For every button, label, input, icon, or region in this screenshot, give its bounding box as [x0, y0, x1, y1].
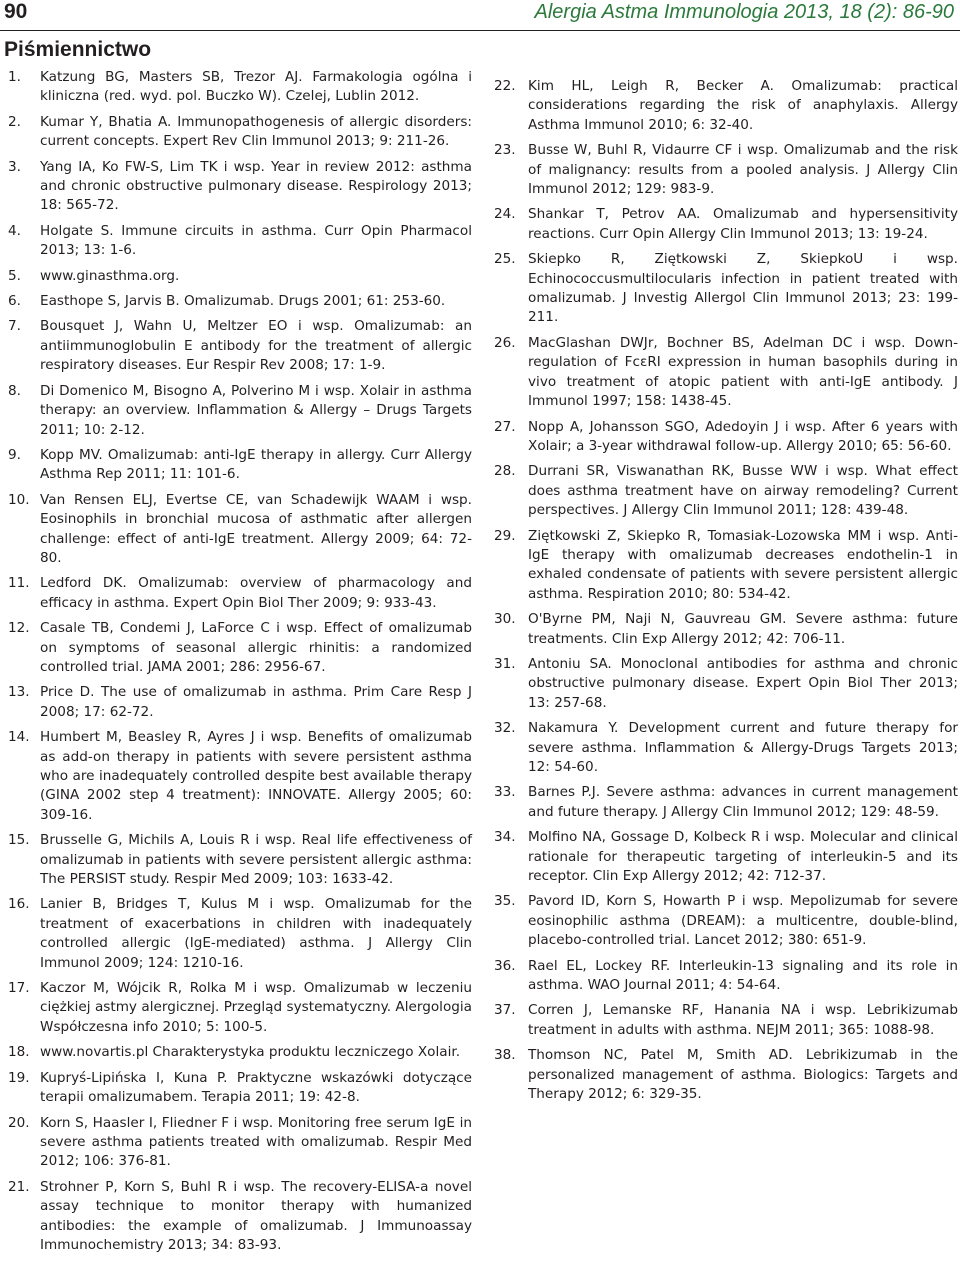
reference-item [4, 1114, 472, 1172]
reference-item [492, 527, 958, 605]
reference-text: www.ginasthma.org. [40, 267, 180, 284]
reference-item [492, 462, 958, 520]
reference-number: 4. [8, 222, 21, 239]
reference-number: 14. [8, 729, 30, 746]
reference-item [492, 418, 958, 457]
reference-number: 32. [494, 720, 516, 737]
reference-text: Strohner P, Korn S, Buhl R i wsp. The recovery-ELISA-a novel assay technique to monitor therapy with humanized antibodies: the example of omalizumab. J Immunoassay Immunochemistry 2013; 34: 83-93. [40, 1178, 472, 1253]
reference-number: 26. [494, 334, 516, 351]
reference-text: www.novartis.pl Charakterystyka produktu leczniczego Xolair. [40, 1044, 461, 1061]
references-left-column [4, 68, 472, 1261]
journal-title: Alergia Astma Immunologia 2013, 18 (2): 86-90 [534, 1, 954, 23]
section-title: Piśmiennictwo [4, 38, 152, 61]
reference-number: 7. [8, 318, 21, 335]
reference-text: Yang IA, Ko FW-S, Lim TK i wsp. Year in review 2012: asthma and chronic obstructive pulmonary disease. Respirology 2013; 18: 565-72. [40, 158, 472, 214]
reference-number: 25. [494, 251, 516, 268]
reference-number: 29. [494, 527, 516, 544]
reference-number: 27. [494, 418, 516, 435]
reference-number: 28. [494, 463, 516, 480]
reference-text: Easthope S, Jarvis B. Omalizumab. Drugs 2001; 61: 253-60. [40, 293, 446, 310]
reference-number: 10. [8, 491, 30, 508]
reference-item [492, 719, 958, 777]
reference-item [4, 728, 472, 825]
reference-item [492, 655, 958, 713]
reference-number: 30. [494, 611, 516, 628]
reference-item [4, 895, 472, 973]
reference-item [492, 892, 958, 950]
reference-number: 34. [494, 829, 516, 846]
reference-item [492, 1001, 958, 1040]
reference-text: Kupryś-Lipińska I, Kuna P. Praktyczne wskazówki dotyczące terapii omalizumabem. Terapia 2011; 19: 42-8. [40, 1069, 472, 1106]
reference-number: 33. [494, 784, 516, 801]
reference-text: Kumar Y, Bhatia A. Immunopathogenesis of allergic disorders: current concepts. Expert Rev Clin Immunol 2013; 9: 211-26. [40, 113, 472, 150]
reference-number: 16. [8, 896, 30, 913]
reference-text: Nakamura Y. Development current and future therapy for severe asthma. Inflammation & Allergy-Drugs Targets 2013; 12: 54-60. [528, 720, 958, 775]
reference-text: Kaczor M, Wójcik R, Rolka M i wsp. Omalizumab w leczeniu ciężkiej astmy alergicznej. Przegląd systematyczny. Alergologia Współczesna info 2010; 5: 100-5. [40, 980, 472, 1035]
reference-number: 37. [494, 1002, 516, 1019]
reference-text: Barnes P.J. Severe asthma: advances in current management and future therapy. J Allergy Clin Immunol 2012; 129: 48-59. [528, 784, 958, 820]
reference-text: Thomson NC, Patel M, Smith AD. Lebrikizumab in the personalized management of asthma. Biologics: Targets and Therapy 2012; 6: 329-35. [528, 1047, 958, 1103]
reference-text: Shankar T, Petrov AA. Omalizumab and hypersensitivity reactions. Curr Opin Allergy Clin Immunol 2013; 13: 19-24. [528, 206, 958, 242]
reference-text: Kopp MV. Omalizumab: anti-IgE therapy in allergy. Curr Allergy Asthma Rep 2011; 11: 101-6. [40, 446, 472, 483]
reference-item [4, 619, 472, 677]
reference-number: 21. [8, 1178, 30, 1195]
reference-text: O'Byrne PM, Naji N, Gauvreau GM. Severe asthma: future treatments. Clin Exp Allergy 2012; 42: 706-11. [528, 611, 958, 647]
reference-number: 15. [8, 832, 30, 849]
reference-number: 5. [8, 267, 21, 284]
reference-item [4, 1043, 472, 1062]
reference-item [4, 574, 472, 613]
reference-item [4, 683, 472, 722]
reference-item [492, 1046, 958, 1104]
reference-item [4, 979, 472, 1037]
reference-number: 3. [8, 158, 21, 175]
reference-text: Antoniu SA. Monoclonal antibodies for asthma and chronic obstructive pulmonary disease. Expert Opin Biol Ther 2013; 13: 257-68. [528, 655, 958, 711]
reference-number: 8. [8, 382, 21, 399]
reference-text: Korn S, Haasler I, Fliedner F i wsp. Monitoring free serum IgE in severe asthma patients treated with omalizumab. Respir Med 2012; 106: 376-81. [40, 1114, 472, 1170]
reference-number: 1. [8, 69, 21, 85]
reference-text: Di Domenico M, Bisogno A, Polverino M i wsp. Xolair in asthma therapy: an overview. Inflammation & Allergy – Drugs Targets 2011; 10: 2-12. [40, 382, 472, 438]
reference-item [492, 334, 958, 412]
reference-item [4, 158, 472, 216]
reference-item [4, 68, 472, 107]
reference-number: 12. [8, 620, 30, 637]
reference-number: 2. [8, 113, 21, 130]
reference-number: 31. [494, 655, 516, 672]
reference-item [492, 205, 958, 244]
reference-text: Rael EL, Lockey RF. Interleukin-13 signaling and its role in asthma. WAO Journal 2011; 4: 54-64. [528, 957, 958, 994]
reference-item [4, 382, 472, 440]
reference-number: 20. [8, 1114, 30, 1131]
reference-item [4, 113, 472, 152]
reference-item [4, 831, 472, 889]
reference-text: Corren J, Lemanske RF, Hanania NA i wsp. Lebrikizumab treatment in adults with asthma. NEJM 2011; 365: 1088-98. [528, 1002, 958, 1038]
reference-item [4, 292, 472, 311]
reference-item [492, 828, 958, 886]
reference-item [492, 77, 958, 135]
reference-item [4, 446, 472, 485]
reference-text: Nopp A, Johansson SGO, Adedoyin J i wsp. After 6 years with Xolair; a 3-year withdrawal follow-up. Allergy 2010; 65: 56-60. [528, 418, 958, 454]
page-header [0, 0, 960, 30]
reference-number: 35. [494, 893, 516, 910]
reference-number: 24. [494, 206, 516, 223]
reference-text: Bousquet J, Wahn U, Meltzer EO i wsp. Omalizumab: an antiimmunoglobulin E antibody for the treatment of allergic respiratory diseases. Eur Respir Rev 2008; 17: 1-9. [40, 318, 472, 374]
reference-text: Skiepko R, Ziętkowski Z, SkiepkoU i wsp. Echinococcusmultilocularis infection in patient treated with omalizumab. J Investig Allergol Clin Immunol 2013; 23: 199-211. [528, 251, 958, 326]
reference-number: 22. [494, 78, 516, 94]
reference-text: Ziętkowski Z, Skiepko R, Tomasiak-Lozowska MM i wsp. Anti-IgE therapy with omalizumab decreases endothelin-1 in exhaled condensate of patients with severe persistent allergic asthma. Respiration 2010; 80: 534-42. [528, 527, 958, 602]
reference-number: 18. [8, 1044, 30, 1061]
reference-item [4, 1178, 472, 1256]
reference-number: 11. [8, 575, 30, 592]
reference-text: Holgate S. Immune circuits in asthma. Curr Opin Pharmacol 2013; 13: 1-6. [40, 222, 472, 259]
reference-text: Molfino NA, Gossage D, Kolbeck R i wsp. Molecular and clinical rationale for therapeutic targeting of interleukin-5 and its receptor. Clin Exp Allergy 2012; 42: 712-37. [528, 829, 958, 885]
reference-text: Kim HL, Leigh R, Becker A. Omalizumab: practical considerations regarding the risk of anaphylaxis. Allergy Asthma Immunol 2010; 6: 32-40. [528, 78, 958, 133]
reference-number: 36. [494, 957, 516, 974]
reference-number: 6. [8, 293, 21, 310]
reference-text: Ledford DK. Omalizumab: overview of pharmacology and efficacy in asthma. Expert Opin Biol Ther 2009; 9: 933-43. [40, 575, 472, 611]
header-rule [0, 30, 960, 31]
reference-item [492, 610, 958, 649]
reference-text: MacGlashan DWJr, Bochner BS, Adelman DC i wsp. Down-regulation of FcεRI expression in human basophils during in vivo treatment of atopic patient with anti-IgE antibody. J Immunol 1997; 158: 1438-45. [528, 334, 958, 410]
reference-text: Casale TB, Condemi J, LaForce C i wsp. Effect of omalizumab on symptoms of seasonal allergic rhinitis: a randomized controlled trial. JAMA 2001; 286: 2956-67. [40, 620, 472, 675]
reference-text: Lanier B, Bridges T, Kulus M i wsp. Omalizumab for the treatment of exacerbations in children with inadequately controlled allergic (IgE-mediated) asthma. J Allergy Clin Immunol 2009; 124: 1210-16. [40, 896, 472, 971]
reference-text: Pavord ID, Korn S, Howarth P i wsp. Mepolizumab for severe eosinophilic asthma (DREAM): a multicentre, double-blind, placebo-controlled trial. Lancet 2012; 380: 651-9. [528, 893, 958, 949]
reference-number: 23. [494, 142, 516, 159]
reference-number: 9. [8, 446, 21, 463]
reference-item [4, 317, 472, 375]
reference-item [4, 267, 472, 286]
reference-item [4, 222, 472, 261]
reference-item [4, 491, 472, 569]
reference-text: Durrani SR, Viswanathan RK, Busse WW i wsp. What effect does asthma treatment have on airway remodeling? Current perspectives. J Allergy Clin Immunol 2011; 128: 439-48. [528, 463, 958, 519]
reference-text: Price D. The use of omalizumab in asthma. Prim Care Resp J 2008; 17: 62-72. [40, 684, 472, 720]
reference-item [492, 141, 958, 199]
references-right-column [492, 77, 958, 1111]
reference-number: 19. [8, 1069, 30, 1086]
reference-number: 13. [8, 684, 30, 701]
reference-item [4, 1069, 472, 1108]
reference-text: Van Rensen ELJ, Evertse CE, van Schadewijk WAAM i wsp. Eosinophils in bronchial mucosa of asthmatic after allergen challenge: effect of anti-IgE treatment. Allergy 2009; 64: 72-80. [40, 491, 472, 566]
reference-number: 17. [8, 980, 30, 997]
reference-item [492, 250, 958, 328]
reference-item [492, 957, 958, 996]
reference-item [492, 783, 958, 822]
reference-text: Brusselle G, Michils A, Louis R i wsp. Real life effectiveness of omalizumab in patients with severe persistent allergic asthma: The PERSIST study. Respir Med 2009; 103: 1633-42. [40, 832, 472, 888]
page-number: 90 [4, 0, 28, 23]
reference-text: Humbert M, Beasley R, Ayres J i wsp. Benefits of omalizumab as add-on therapy in patients with severe persistent asthma who are inadequately controlled despite best available therapy (GINA 2002 step 4 treatment): INNOVATE. Allergy 2005; 60: 309-16. [40, 729, 472, 823]
reference-number: 38. [494, 1047, 516, 1064]
reference-text: Katzung BG, Masters SB, Trezor AJ. Farmakologia ogólna i kliniczna (red. wyd. pol. Buczko W). Czelej, Lublin 2012. [40, 69, 472, 105]
reference-text: Busse W, Buhl R, Vidaurre CF i wsp. Omalizumab and the risk of malignancy: results from a pooled analysis. J Allergy Clin Immunol 2012; 129: 983-9. [528, 142, 958, 198]
